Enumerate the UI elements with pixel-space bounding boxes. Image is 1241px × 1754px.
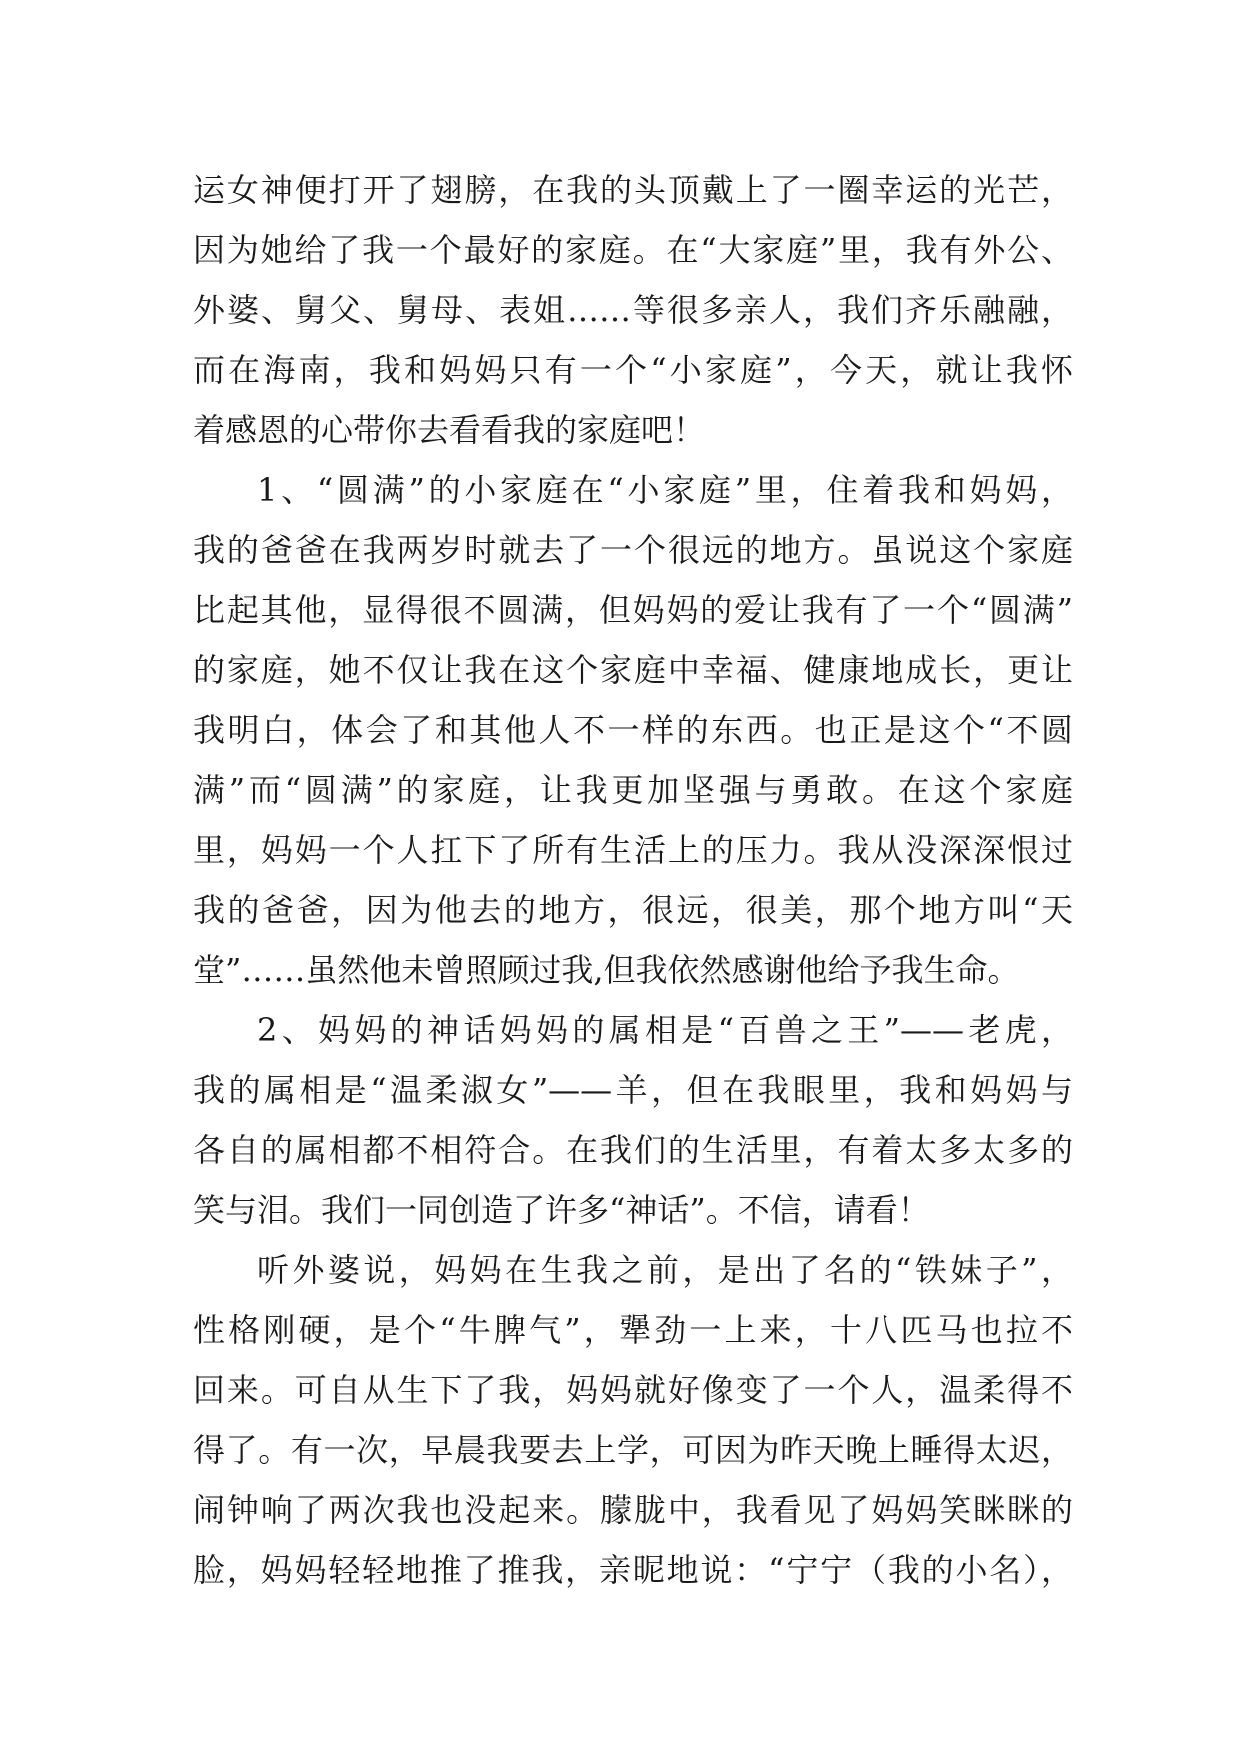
text-line: 我明白，体会了和其他人不一样的东西。也正是这个“不圆: [193, 711, 1073, 749]
text-line: 得了。有一次，早晨我要去上学，可因为昨天晚上睡得太迟，: [193, 1431, 1073, 1469]
text-line: 堂”……虽然他未曾照顾过我,但我依然感谢他给予我生命。: [193, 951, 1020, 989]
text-line: 着感恩的心带你去看看我的家庭吧！: [193, 411, 706, 449]
paragraph-first-line: 1、“圆满”的小家庭在“小家庭”里，住着我和妈妈，: [257, 471, 1073, 509]
text-line: 里，妈妈一个人扛下了所有生活上的压力。我从没深深恨过: [193, 831, 1073, 869]
paragraph-first-line: 听外婆说，妈妈在生我之前，是出了名的“铁妹子”，: [257, 1251, 1073, 1289]
text-line: 比起其他，显得很不圆满，但妈妈的爱让我有了一个“圆满”: [193, 591, 1073, 629]
text-line: 运女神便打开了翅膀，在我的头顶戴上了一圈幸运的光芒，: [193, 171, 1073, 209]
text-line: 因为她给了我一个最好的家庭。在“大家庭”里，我有外公、: [193, 231, 1073, 269]
text-line: 闹钟响了两次我也没起来。朦胧中，我看见了妈妈笑眯眯的: [193, 1491, 1073, 1529]
document-body: [193, 160, 1073, 1600]
text-line: 性格刚硬，是个“牛脾气”，犟劲一上来，十八匹马也拉不: [193, 1311, 1073, 1349]
text-line: 我的爸爸，因为他去的地方，很远，很美，那个地方叫“天: [193, 891, 1073, 929]
text-line: 我的属相是“温柔淑女”——羊，但在我眼里，我和妈妈与: [193, 1071, 1073, 1109]
text-line: 各自的属相都不相符合。在我们的生活里，有着太多太多的: [193, 1131, 1073, 1169]
paragraph-first-line: 2、妈妈的神话妈妈的属相是“百兽之王”——老虎，: [257, 1011, 1073, 1049]
text-line: 脸，妈妈轻轻地推了推我，亲昵地说：“宁宁（我的小名），: [193, 1551, 1073, 1589]
text-line: 回来。可自从生下了我，妈妈就好像变了一个人，温柔得不: [193, 1371, 1073, 1409]
text-line: 笑与泪。我们一同创造了许多“神话”。不信，请看！: [193, 1191, 930, 1229]
text-line: 而在海南，我和妈妈只有一个“小家庭”，今天，就让我怀: [193, 351, 1073, 389]
text-line: 的家庭，她不仅让我在这个家庭中幸福、健康地成长，更让: [193, 651, 1073, 689]
text-line: 满”而“圆满”的家庭，让我更加坚强与勇敢。在这个家庭: [193, 771, 1073, 809]
text-line: 我的爸爸在我两岁时就去了一个很远的地方。虽说这个家庭: [193, 531, 1073, 569]
text-line: 外婆、舅父、舅母、表姐……等很多亲人，我们齐乐融融，: [193, 291, 1073, 329]
